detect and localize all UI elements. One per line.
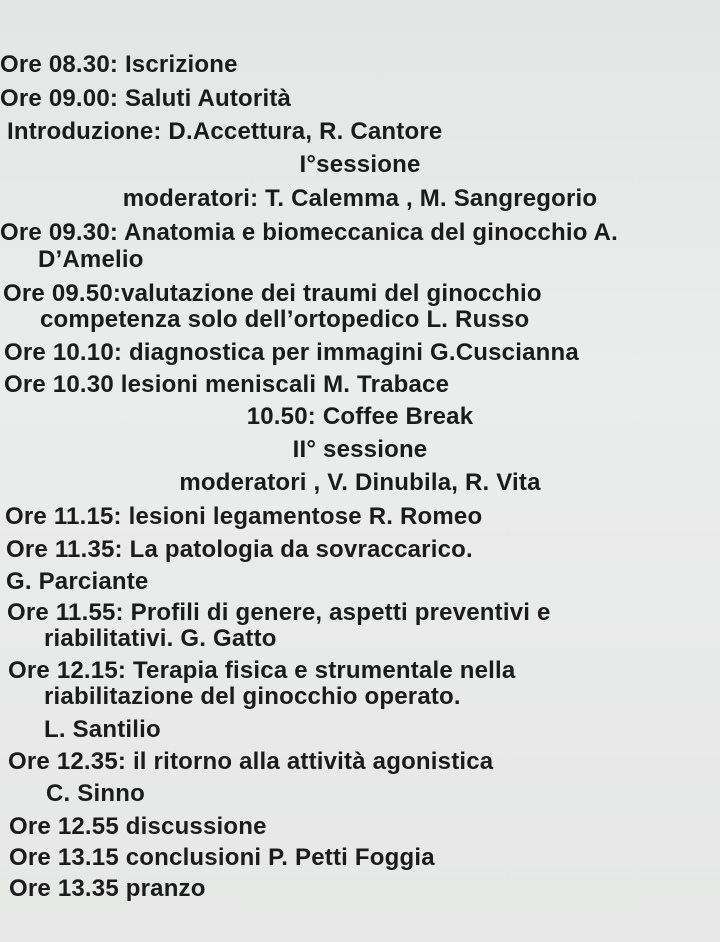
schedule-line-anatomy: Ore 09.30: Anatomia e biomeccanica del ginocchio A.: [0, 219, 618, 246]
schedule-line-discussion: Ore 12.55 discussione: [9, 813, 267, 840]
schedule-line-overload-speaker: G. Parciante: [6, 568, 149, 595]
schedule-line-overload: Ore 11.35: La patologia da sovraccarico.: [6, 536, 473, 563]
schedule-line-trauma: Ore 09.50:valutazione dei traumi del ginocchio: [3, 280, 542, 307]
schedule-line-gender-cont: riabilitativi. G. Gatto: [44, 625, 277, 652]
schedule-line-registration: Ore 08.30: Iscrizione: [0, 51, 238, 78]
session-1-heading: I°sessione: [299, 151, 421, 178]
session-1-moderators: moderatori: T. Calemma , M. Sangregorio: [122, 185, 598, 212]
schedule-line-conclusions: Ore 13.15 conclusioni P. Petti Foggia: [9, 844, 435, 871]
coffee-break: 10.50: Coffee Break: [246, 403, 474, 430]
schedule-line-therapy-cont: riabilitazione del ginocchio operato.: [44, 683, 461, 710]
schedule-line-lunch: Ore 13.35 pranzo: [9, 875, 206, 902]
schedule-line-ligaments: Ore 11.15: lesioni legamentose R. Romeo: [5, 503, 483, 530]
schedule-line-introduction: Introduzione: D.Accettura, R. Cantore: [7, 118, 443, 145]
schedule-line-return-speaker: C. Sinno: [46, 780, 145, 807]
schedule-line-anatomy-speaker: D’Amelio: [38, 246, 144, 273]
schedule-line-return: Ore 12.35: il ritorno alla attività agonistica: [8, 748, 494, 775]
schedule-line-trauma-cont: competenza solo dell’ortopedico L. Russo: [40, 306, 530, 333]
schedule-line-gender: Ore 11.55: Profili di genere, aspetti preventivi e: [7, 599, 551, 626]
schedule-line-meniscus: Ore 10.30 lesioni meniscali M. Trabace: [4, 371, 450, 398]
schedule-line-greetings: Ore 09.00: Saluti Autorità: [0, 85, 292, 112]
schedule-line-therapy: Ore 12.15: Terapia fisica e strumentale nella: [8, 657, 516, 684]
schedule-line-imaging: Ore 10.10: diagnostica per immagini G.Cuscianna: [4, 339, 579, 366]
schedule-line-therapy-speaker: L. Santilio: [44, 716, 161, 743]
session-2-moderators: moderatori , V. Dinubila, R. Vita: [179, 469, 541, 496]
session-2-heading: II° sessione: [292, 436, 428, 463]
